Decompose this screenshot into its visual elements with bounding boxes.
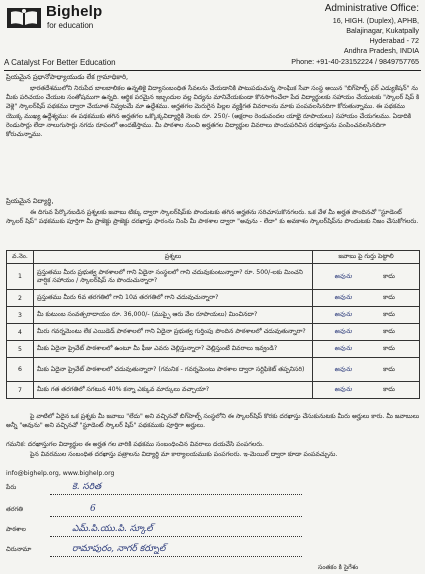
- answer-options[interactable]: [313, 382, 420, 399]
- class-field[interactable]: 6: [90, 504, 96, 514]
- brand-subtitle: for education: [47, 21, 94, 30]
- table-row: [7, 382, 420, 399]
- office-title: Administrative Office:: [324, 3, 419, 14]
- question-text: మీకు గత తరగతిలో సగటున 40% కన్నా ఎక్కువ మార్కులు వచ్చాయా?: [34, 382, 313, 399]
- book-logo-icon: [6, 6, 42, 30]
- address-line: Balajinagar, Kukatpally: [346, 26, 419, 35]
- answer-yes[interactable]: అవును: [334, 272, 352, 280]
- answer-no[interactable]: కాదు: [383, 345, 395, 352]
- answer-options[interactable]: [313, 264, 420, 290]
- table-row: [7, 307, 420, 324]
- answer-no[interactable]: కాదు: [383, 328, 395, 335]
- answer-options[interactable]: [313, 341, 420, 358]
- phone-number: Phone: +91-40-23152224 / 9849757765: [291, 57, 419, 66]
- table-row: [7, 290, 420, 307]
- contact-email: info@bighelp.org, www.bighelp.org: [6, 470, 115, 477]
- row-number: 2: [7, 290, 34, 307]
- table-row: [7, 324, 420, 341]
- answer-yes[interactable]: అవును: [334, 345, 352, 352]
- question-text: మీరు గవర్నమెంటు లేక ఎయిడెడ్ పాఠశాలలో గాని ఏదైనా ప్రభుత్వ గుర్తింపు పొందిన పాఠశాలలో చదువుతున్నారా?: [34, 324, 313, 341]
- signature-label: సంతకం కి సైగేశం: [318, 564, 359, 571]
- col-header-answer: జవాబు పై గుర్తు పెట్టాలి: [313, 251, 420, 264]
- brand-name: Bighelp: [46, 3, 103, 20]
- greeting-principal: ప్రియమైన ప్రధానోపాధ్యాయుడు లేక గ్రామాధికారి,: [6, 73, 129, 81]
- question-text: మీకు ఏదైనా ప్రైవేట్ పాఠశాలలో చదువుతున్నారా? (గమనిక - గవర్నమెంటు పాఠశాల ద్వారా సర్టిఫికెట్ తప్పనిసరి): [34, 358, 313, 382]
- instructions-paragraph: ఈ దిగువ పేర్కొనబడిన ప్రశ్నలకు జవాబు టిక్కు ద్వారా స్కాలర్‌షిప్‌కు పొందుటకు తగిన అర్హతను సరిచూసుకొనగలరు. ఒక వేళ మీ అర్హత పొందినచో "స్టూడెంట్ స్కాలర్ షిప్" పథకముకు పూర్తిగా మీ ప్రాజెక్టు ప్రాజెక్టు దరఖాస్తు ఫారంను నింపి మీ పాఠశాల ద్వారా "అవును - లేదా" కు అవకాశం స్కాలర్‌షిప్‌ను పొందుటకు నిజం చేసుకోగలరు.: [6, 209, 419, 226]
- class-line: [50, 516, 302, 517]
- answer-no[interactable]: కాదు: [383, 386, 395, 393]
- answer-yes[interactable]: అవును: [334, 328, 352, 335]
- question-text: ప్రస్తుతము మీరు 6వ తరగతిలో గాని 10వ తరగతిలో గాని చదువుచున్నారా?: [34, 290, 313, 307]
- answer-no[interactable]: కాదు: [383, 365, 395, 373]
- address-line: Andhra Pradesh, INDIA: [343, 46, 419, 55]
- tagline: A Catalyst For Better Education: [4, 58, 116, 67]
- address-line: Hyderabad - 72: [369, 36, 419, 45]
- row-number: 5: [7, 341, 34, 358]
- table-row: [7, 264, 420, 290]
- address-line: 16, HIGH. (Duplex), APHB,: [332, 16, 419, 25]
- table-row: [7, 358, 420, 382]
- answer-yes[interactable]: అవును: [334, 294, 352, 301]
- note-text: గమనిక: దరఖాస్తుగల విద్యార్థుల ఈ అర్హత గల వారికి పథకము సంబంధించిన వివరాలు దయచేసి పంపగలరు.: [6, 441, 264, 448]
- header-divider: [4, 70, 421, 71]
- address-label: చిరునామా: [6, 546, 32, 553]
- name-line: [50, 494, 302, 495]
- row-number: 3: [7, 307, 34, 324]
- intro-paragraph: భారతదేశములోని నిరుపేద బాలబాలికల ఉన్నతికై విద్యాసంబంధిత సేవలను చేయడానికి పాటుపడుచున్న సాంఘిక సేవా సంస్థ అయిన "బిగ్‌హెల్ప్ ఫర్ ఎడ్యుకేషన్" ను మీకు పరిచయం చేయుట సంతోషముగా ఉన్నది. ఆర్థిక పరమైన ఇబ్బందుల వల్ల విద్యను మానివేయకుండా కొనసాగించేలా పేద విద్యార్థులకు సహాయం చేయుటకు "స్కాలర్ షిప్ కి వెళ్లె" స్కాలర్‌షిప్ పథకము ద్వారా చేయూత నివ్వటమే మా ఉద్దేశము. అర్హతగల మెరుగైన పిల్లల వ్యక్తిగత వివరాలను మాకు పంపవలసినదిగా కోరుతున్నాము. ఈ పథకము యొక్క ముఖ్య ఉద్దేశ్యము: ఈ పథకముకు తగిన అర్హతగల ఒక్కొక్కవిద్యార్థికి నెలకు రూ. 250/- (అక్షరాల రెండువందల యాభై రూపాయలు) సహాయం చేయగలము. ఏడాదికి రెండుసార్లు లేదా నాలుగుసార్లు నగదు రూపంలో అందజేస్తాము. మీ పాఠశాల నుంచి అర్హతగల విద్యార్థుల వివరాలు పొందుపరిచిన దరఖాస్తును పంపించవలసినదిగా కోరుచున్నాము.: [6, 85, 420, 139]
- answer-options[interactable]: [313, 307, 420, 324]
- question-text: మీకు ఏదైనా ప్రైవేట్ పాఠశాలలో ఉంటూ మీ ఫీజు ఎవరు చెల్లిస్తున్నారా? చెల్లిస్తుంటే వివరాలు ఇవ్వండి?: [34, 341, 313, 358]
- submission-paragraph: పైన వివరముల సంబంధిత దరఖాస్తు పత్రాలను విద్యార్థి మా కార్యాలయముకు పంపగలరు. ఇ-మెయిల్ ద్వారా కూడా పంపవచ్చును.: [30, 451, 338, 458]
- answer-yes[interactable]: అవును: [334, 365, 352, 373]
- name-label: పేరు: [6, 484, 17, 491]
- row-number: 6: [7, 358, 34, 382]
- school-line: [50, 536, 302, 537]
- answer-options[interactable]: [313, 324, 420, 341]
- row-number: 1: [7, 264, 34, 290]
- answer-no[interactable]: కాదు: [383, 272, 395, 280]
- answer-options[interactable]: [313, 358, 420, 382]
- eligibility-table: [6, 250, 420, 399]
- row-number: 7: [7, 382, 34, 399]
- table-row: [7, 341, 420, 358]
- school-field[interactable]: ఎమ్.పి.యు.పి. స్కూల్: [72, 524, 153, 534]
- question-text: ప్రస్తుతము మీరు ప్రభుత్వ పాఠశాలలో గాని ఏదైనా సంస్థలలో గాని చదువుకుంటున్నారా? రూ. 500/-లకు మించని వార్షిక సహాయం / స్కాలర్‌షిప్ ను పొందుచున్నారా?: [34, 264, 313, 290]
- col-header-question: ప్రశ్నలు: [34, 251, 313, 264]
- answer-no[interactable]: కాదు: [383, 294, 395, 301]
- class-label: తరగతి: [6, 506, 23, 513]
- answer-options[interactable]: [313, 290, 420, 307]
- closing-paragraph: పై వాటిలో ఏదైన ఒక ప్రశ్నకు మీ జవాబు "లేదు" అని వచ్చినచో బిగ్‌హెల్ప్ సంస్థలోని ఈ స్కాలర్‌షిప్ కొరకు దరఖాస్తు చేసుకునుటకు మీరు అర్హులు కారు. మీ జవాబులు అన్నీ "అవును" అని వచ్చినచో "స్టూడెంట్ స్కాలర్ షిప్" పథకముకు పూర్తిగా అర్హులు.: [6, 413, 420, 430]
- address-field[interactable]: రామాపురం, నాగర్ కర్నూల్: [72, 544, 166, 554]
- question-text: మీ కుటుంబ సంవత్సరాదాయం రూ. 36,000/- (ముప్పై ఆరు వేల రూపాయలు) మించినదా?: [34, 307, 313, 324]
- answer-yes[interactable]: అవును: [334, 311, 352, 318]
- greeting-student: ప్రియమైన విద్యార్థి,: [6, 197, 54, 205]
- name-field[interactable]: కె. సరిత: [72, 482, 102, 492]
- row-number: 4: [7, 324, 34, 341]
- address-line-field: [50, 556, 302, 557]
- answer-no[interactable]: కాదు: [383, 311, 395, 318]
- answer-yes[interactable]: అవును: [334, 386, 352, 393]
- col-header-no: వ.నెం.: [7, 251, 34, 264]
- school-label: పాఠశాల: [6, 526, 26, 533]
